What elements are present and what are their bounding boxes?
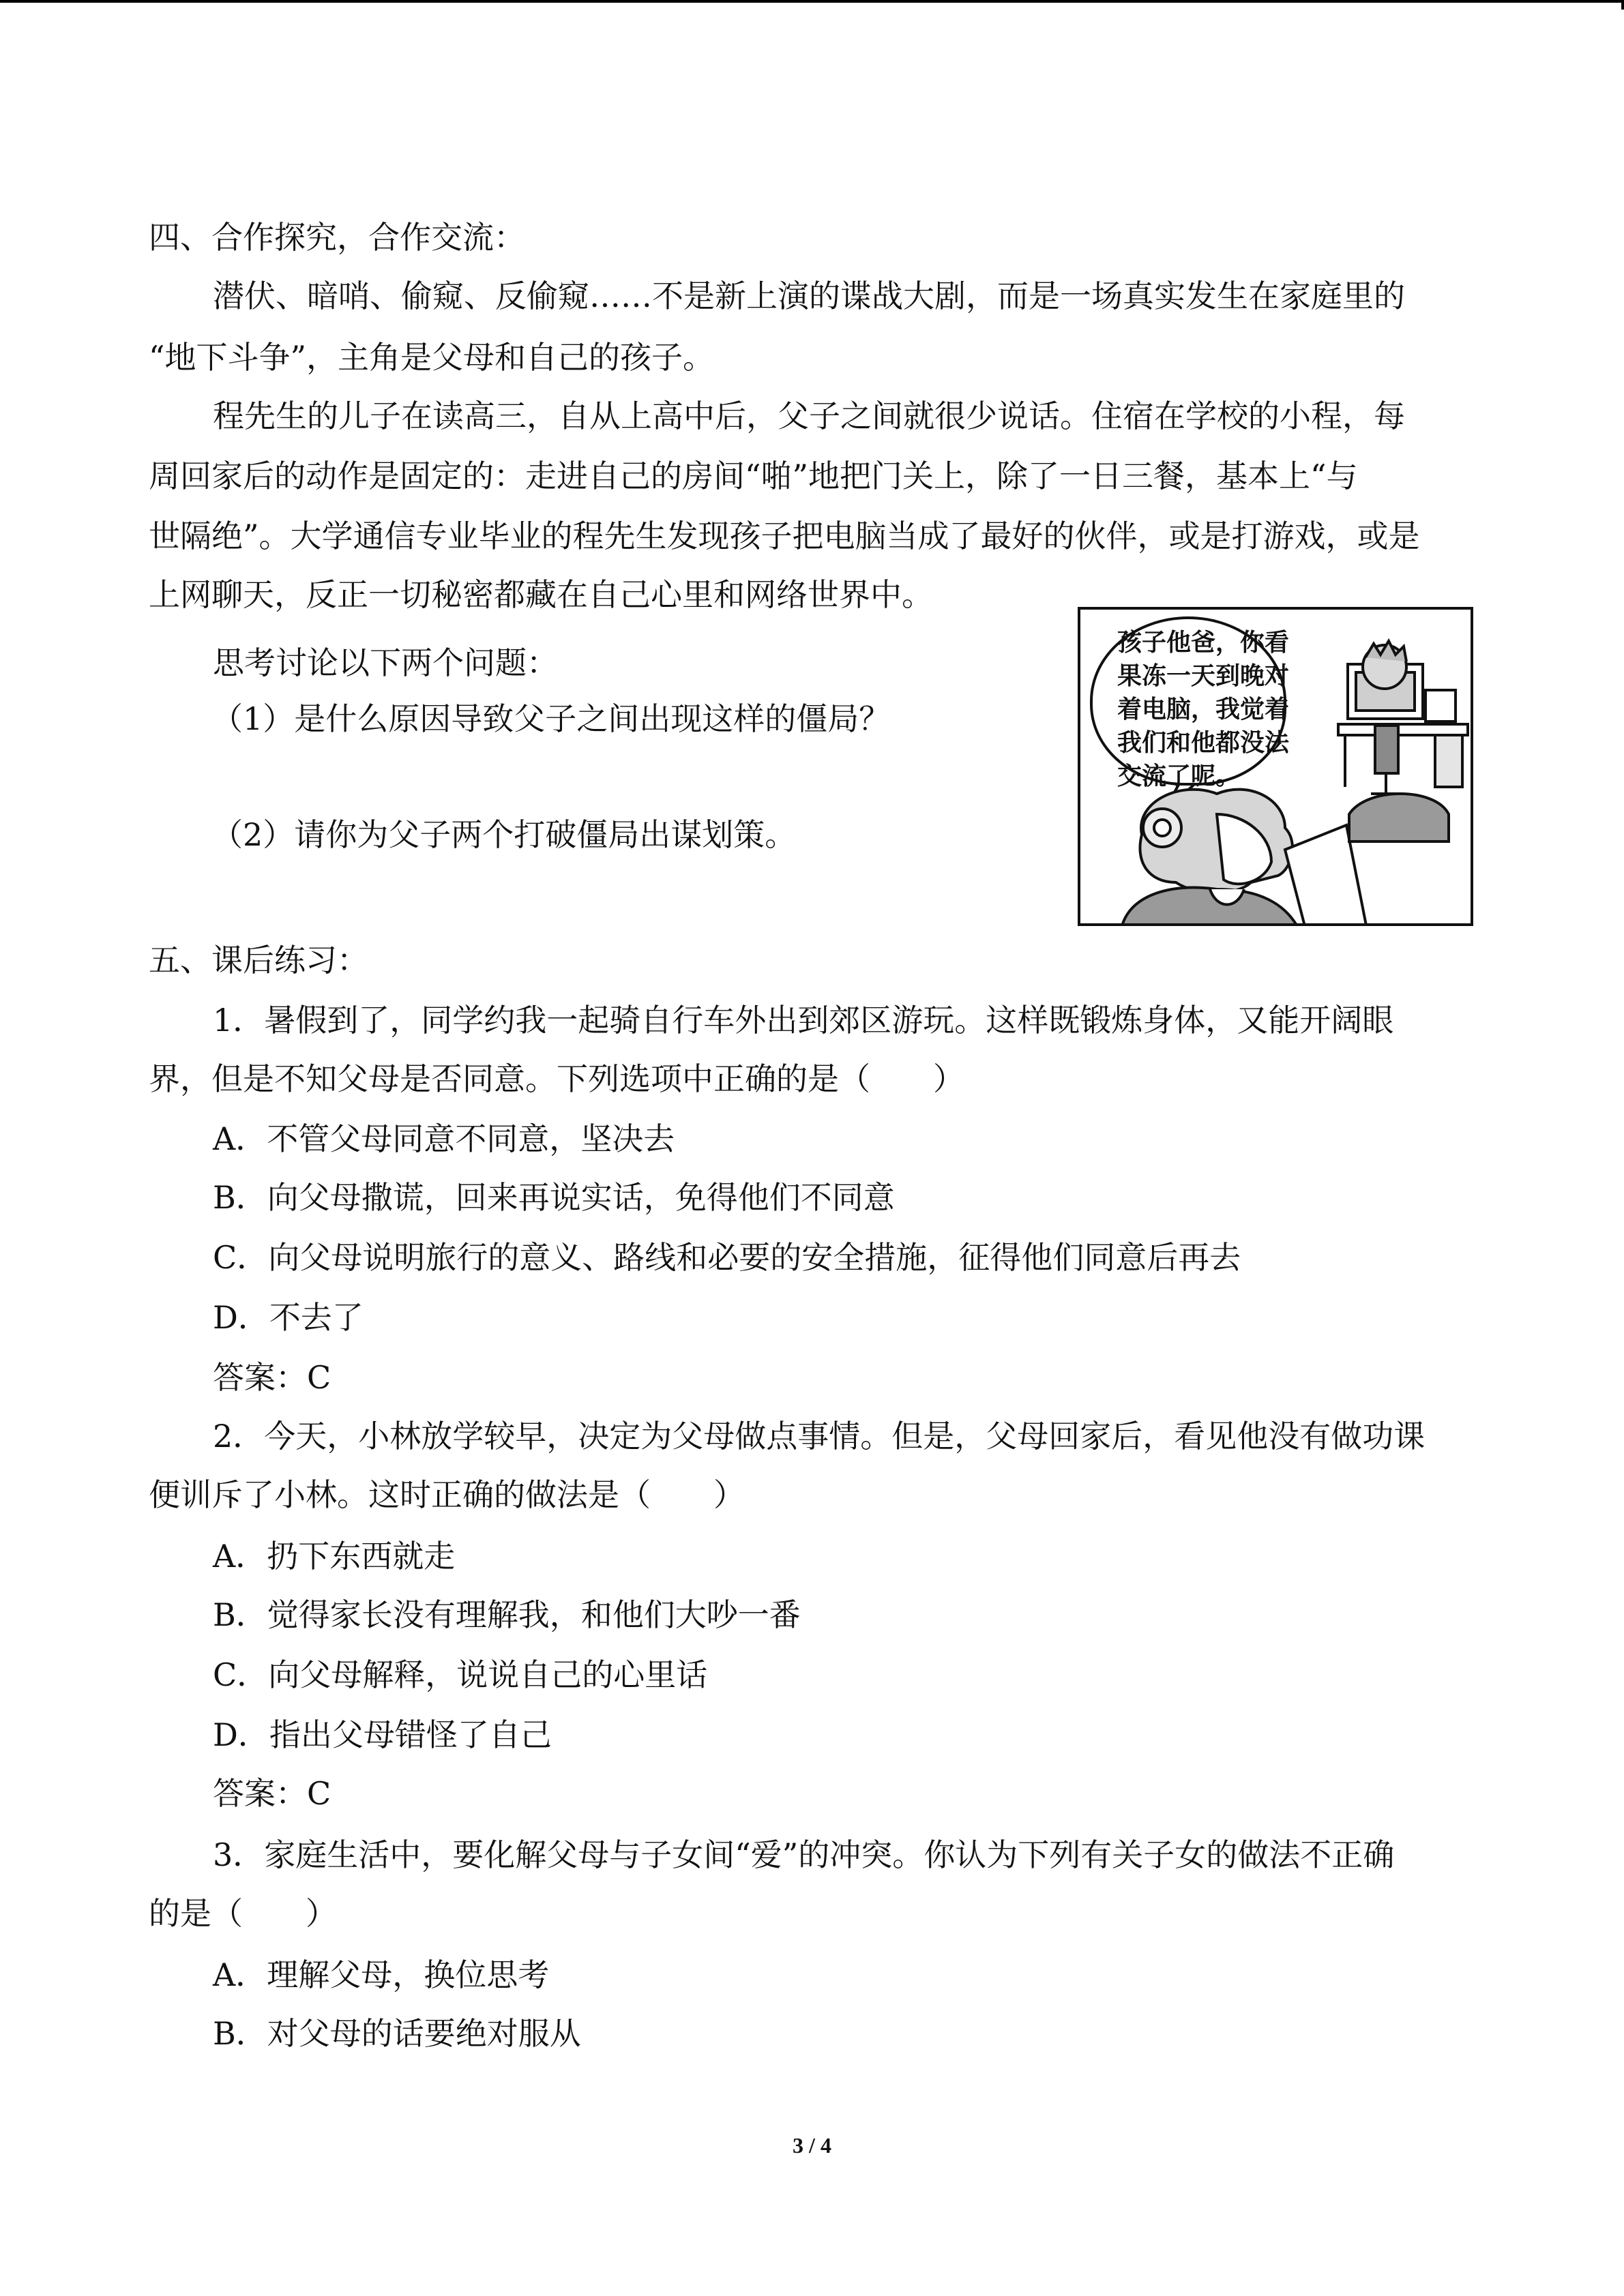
question1-answer: 答案：C xyxy=(213,1359,331,1396)
question3-option-a: A．理解父母，换位思考 xyxy=(213,1956,550,1993)
speech-bubble xyxy=(1090,616,1290,790)
top-right-corner-mark xyxy=(1621,0,1624,10)
question1-stem-line2: 界，但是不知父母是否同意。下列选项中正确的是（ ） xyxy=(149,1060,964,1097)
question1-option-b: B．向父母撒谎，回来再说实话，免得他们不同意 xyxy=(213,1179,895,1216)
speech-line-2: 果冻一天到晚对 xyxy=(1117,662,1290,690)
question1-stem-line1: 1．暑假到了，同学约我一起骑自行车外出到郊区游玩。这样既锻炼身体，又能开阔眼 xyxy=(213,1002,1394,1039)
page-number: 3 / 4 xyxy=(793,2133,831,2158)
question3-stem-line2: 的是（ ） xyxy=(149,1895,337,1932)
section4-paragraph2-line2: 周回家后的动作是固定的：走进自己的房间“啪”地把门关上，除了一日三餐，基本上“与 xyxy=(149,458,1358,494)
speech-bubble-text xyxy=(1117,626,1289,793)
question1-option-c: C．向父母说明旅行的意义、路线和必要的安全措施，征得他们同意后再去 xyxy=(213,1239,1241,1276)
question1-option-a: A．不管父母同意不同意，坚决去 xyxy=(213,1120,675,1157)
top-border-line xyxy=(0,0,1624,3)
question2-option-c: C．向父母解释，说说自己的心里话 xyxy=(213,1656,708,1693)
section5-heading: 五、课后练习： xyxy=(149,942,368,979)
question2-stem-line1: 2．今天，小林放学较早，决定为父母做点事情。但是，父母回家后，看见他没有做功课 xyxy=(213,1418,1426,1455)
section4-paragraph1-line1: 潜伏、暗哨、偷窥、反偷窥……不是新上演的谍战大剧，而是一场真实发生在家庭里的 xyxy=(213,278,1405,314)
section4-paragraph2-line3: 世隔绝”。大学通信专业毕业的程先生发现孩子把电脑当成了最好的伙伴，或是打游戏，或是 xyxy=(149,518,1420,554)
question2-option-d: D．指出父母错怪了自己 xyxy=(213,1716,552,1753)
section4-heading: 四、合作探究，合作交流： xyxy=(149,219,525,256)
speech-line-3: 着电脑，我觉着 xyxy=(1117,696,1290,724)
speech-line-5: 交流了呢。 xyxy=(1117,762,1241,790)
question2-option-a: A．扔下东西就走 xyxy=(213,1538,456,1575)
question3-stem-line1: 3．家庭生活中，要化解父母与子女间“爱”的冲突。你认为下列有关子女的做法不正确 xyxy=(213,1836,1395,1873)
section4-paragraph1-line2: “地下斗争”，主角是父母和自己的孩子。 xyxy=(149,339,715,376)
section4-paragraph2-line1: 程先生的儿子在读高三，自从上高中后，父子之间就很少说话。住宿在学校的小程，每 xyxy=(213,398,1405,434)
question1-option-d: D．不去了 xyxy=(213,1299,364,1336)
question2-answer: 答案：C xyxy=(213,1775,331,1812)
question2-stem-line2: 便训斥了小林。这时正确的做法是（ ） xyxy=(149,1476,745,1513)
section4-paragraph2-line4: 上网聊天，反正一切秘密都藏在自己心里和网络世界中。 xyxy=(149,576,933,613)
question2-option-b: B．觉得家长没有理解我，和他们大吵一番 xyxy=(213,1596,801,1633)
discussion-intro: 思考讨论以下两个问题： xyxy=(213,644,558,681)
cartoon-illustration xyxy=(1078,607,1473,926)
speech-line-1: 孩子他爸，你看 xyxy=(1117,629,1290,657)
discussion-question-1: （1）是什么原因导致父子之间出现这样的僵局？ xyxy=(211,700,891,737)
discussion-question-2: （2）请你为父子两个打破僵局出谋划策。 xyxy=(211,816,797,853)
speech-line-4: 我们和他都没法 xyxy=(1117,729,1290,757)
question3-option-b: B．对父母的话要绝对服从 xyxy=(213,2015,581,2052)
